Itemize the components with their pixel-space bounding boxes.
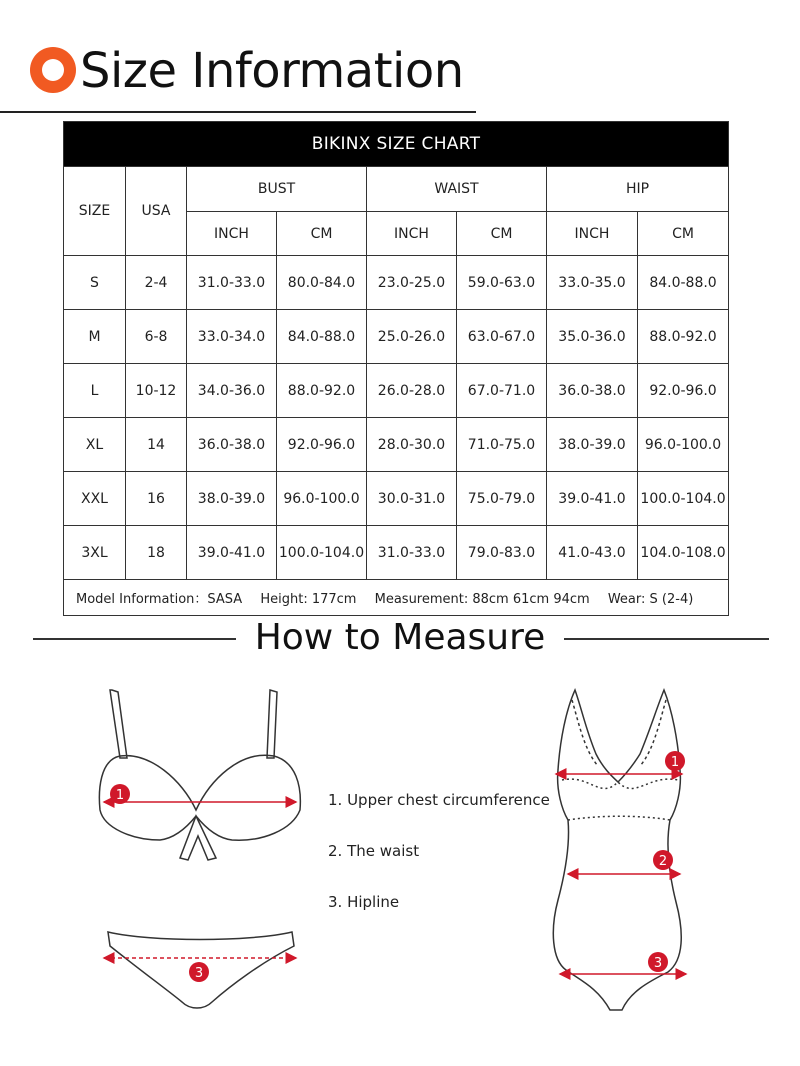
measurement-cell: 35.0-36.0 — [547, 310, 638, 364]
table-row — [64, 526, 729, 580]
legend-item-hipline: 3. Hipline — [328, 893, 400, 911]
measurement-cell: 80.0-84.0 — [277, 256, 367, 310]
unit-header: INCH — [547, 212, 638, 256]
usa-cell: 16 — [126, 472, 187, 526]
measurement-cell: 41.0-43.0 — [547, 526, 638, 580]
waist-group-header: WAIST — [367, 167, 547, 212]
measurement-cell: 84.0-88.0 — [638, 256, 729, 310]
measurement-cell: 31.0-33.0 — [367, 526, 457, 580]
page-title: Size Information — [80, 43, 464, 99]
model-measurement: Measurement: 88cm 61cm 94cm — [374, 592, 590, 607]
measurement-cell: 88.0-92.0 — [277, 364, 367, 418]
measurement-cell: 26.0-28.0 — [367, 364, 457, 418]
unit-header: CM — [277, 212, 367, 256]
size-chart-table — [63, 121, 729, 616]
measurement-cell: 28.0-30.0 — [367, 418, 457, 472]
measurement-cell: 33.0-35.0 — [547, 256, 638, 310]
size-cell: L — [64, 364, 126, 418]
measurement-cell: 92.0-96.0 — [277, 418, 367, 472]
measurement-cell: 25.0-26.0 — [367, 310, 457, 364]
heading-divider-right — [564, 638, 769, 640]
legend-item-waist: 2. The waist — [328, 842, 420, 860]
bullet-circle-icon — [30, 47, 76, 93]
measurement-cell: 84.0-88.0 — [277, 310, 367, 364]
size-cell: M — [64, 310, 126, 364]
table-row — [64, 364, 729, 418]
measurement-cell: 100.0-104.0 — [638, 472, 729, 526]
measurement-cell: 75.0-79.0 — [457, 472, 547, 526]
usa-column-header: USA — [126, 167, 187, 256]
measurement-cell: 31.0-33.0 — [187, 256, 277, 310]
measurement-cell: 63.0-67.0 — [457, 310, 547, 364]
measurement-cell: 104.0-108.0 — [638, 526, 729, 580]
measurement-cell: 36.0-38.0 — [187, 418, 277, 472]
model-height: Height: 177cm — [260, 592, 357, 607]
table-row — [64, 418, 729, 472]
model-name: Model Information：SASA — [76, 592, 243, 607]
measurement-cell: 71.0-75.0 — [457, 418, 547, 472]
marker-1-label: 1 — [115, 788, 125, 803]
measurement-cell: 96.0-100.0 — [277, 472, 367, 526]
measurement-cell: 96.0-100.0 — [638, 418, 729, 472]
unit-header: INCH — [187, 212, 277, 256]
table-caption-row — [64, 122, 729, 167]
legend-item-upper-chest: 1. Upper chest circumference — [328, 791, 550, 809]
swimsuit-marker-2-label: 2 — [658, 854, 668, 869]
measurement-cell: 38.0-39.0 — [187, 472, 277, 526]
size-cell: XL — [64, 418, 126, 472]
bikini-top-illustration — [99, 690, 300, 860]
table-row — [64, 472, 729, 526]
table-row — [64, 256, 729, 310]
hip-group-header: HIP — [547, 167, 729, 212]
marker-3-label: 3 — [194, 966, 204, 981]
measurement-cell: 100.0-104.0 — [277, 526, 367, 580]
table-row — [64, 310, 729, 364]
usa-cell: 14 — [126, 418, 187, 472]
heading-divider-left — [33, 638, 236, 640]
model-info-cell — [64, 580, 729, 616]
usa-cell: 18 — [126, 526, 187, 580]
swimsuit-marker-3-label: 3 — [653, 956, 663, 971]
swimsuit-marker-1-label: 1 — [670, 755, 680, 770]
how-to-measure-heading — [0, 612, 800, 664]
measurement-cell: 23.0-25.0 — [367, 256, 457, 310]
section-header — [0, 38, 480, 113]
model-wear-size: Wear: S (2-4) — [607, 592, 694, 607]
measurement-cell: 38.0-39.0 — [547, 418, 638, 472]
usa-cell: 2-4 — [126, 256, 187, 310]
size-column-header: SIZE — [64, 167, 126, 256]
model-info-row — [64, 580, 729, 616]
measurement-cell: 92.0-96.0 — [638, 364, 729, 418]
measurement-cell: 67.0-71.0 — [457, 364, 547, 418]
usa-cell: 6-8 — [126, 310, 187, 364]
measurement-cell: 88.0-92.0 — [638, 310, 729, 364]
size-cell: S — [64, 256, 126, 310]
measurement-cell: 30.0-31.0 — [367, 472, 457, 526]
size-cell: XXL — [64, 472, 126, 526]
unit-header: CM — [457, 212, 547, 256]
unit-header: CM — [638, 212, 729, 256]
table-group-header-row — [64, 167, 729, 212]
how-to-measure-title: How to Measure — [254, 617, 546, 658]
header-divider — [0, 111, 476, 113]
measurement-cell: 79.0-83.0 — [457, 526, 547, 580]
measurement-cell: 34.0-36.0 — [187, 364, 277, 418]
measurement-cell: 33.0-34.0 — [187, 310, 277, 364]
unit-header: INCH — [367, 212, 457, 256]
measurement-cell: 39.0-41.0 — [187, 526, 277, 580]
usa-cell: 10-12 — [126, 364, 187, 418]
measurement-cell: 39.0-41.0 — [547, 472, 638, 526]
measurement-cell: 36.0-38.0 — [547, 364, 638, 418]
measurement-cell: 59.0-63.0 — [457, 256, 547, 310]
size-cell: 3XL — [64, 526, 126, 580]
bust-group-header: BUST — [187, 167, 367, 212]
table-caption: BIKINX SIZE CHART — [64, 122, 729, 167]
